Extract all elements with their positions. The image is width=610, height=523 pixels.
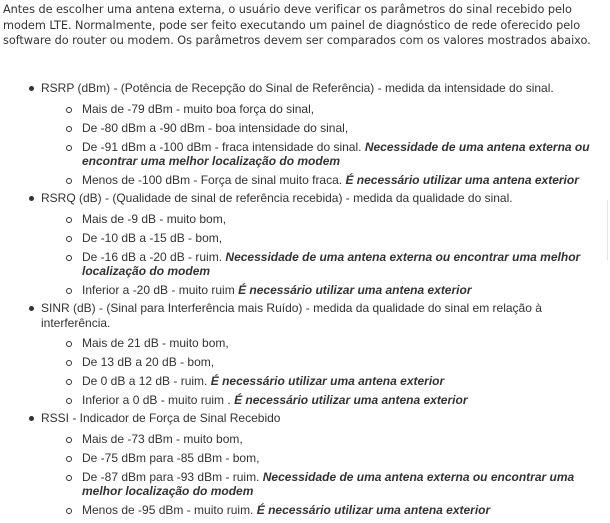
parameter-heading-text: SINR (dB) - (Sinal para Interferência mais Ruído) - medida da qualidade do sinal em relação à interferência. (41, 301, 542, 330)
recommendation-text: Necessidade de uma antena externa ou encontrar uma melhor localização do modem (82, 469, 575, 498)
parameter-heading-text: RSSI - Indicador de Força de Sinal Recebido (41, 411, 281, 425)
bullet-circle-icon (66, 126, 72, 132)
threshold-text: De -80 dBm a -90 dBm - boa intensidade do sinal, (82, 120, 349, 135)
bullet-circle-icon (66, 288, 72, 294)
parameter-heading (41, 410, 598, 430)
intro-paragraph: Antes de escolher uma antena externa, o usuário deve verificar os parâmetros do sinal recebido pelo modem LTE. Normalmente, pode ser feito executando um painel de diagnóstico de rede oferecido pelo software do router ou modem. Os parâmetros devem ser comparados com os valores mostrados abaixo. (3, 3, 591, 47)
recommendation-text: É necessário utilizar uma antena exterior (210, 374, 445, 388)
threshold-text: De -91 dBm a -100 dBm - fraca intensidade do sinal. (82, 139, 362, 154)
bullet-disc-icon (29, 306, 34, 311)
threshold-text: Mais de 21 dB - muito bom, (82, 336, 229, 350)
threshold-list (41, 100, 598, 191)
parameter-list (0, 80, 598, 520)
threshold-item (41, 334, 598, 353)
threshold-item (41, 501, 598, 520)
bullet-circle-icon (66, 437, 72, 443)
threshold-text: Inferior a 0 dB - muito ruim . (82, 393, 231, 407)
threshold-text: De -75 dBm para -85 dBm - bom, (82, 450, 260, 465)
bullet-circle-icon (66, 236, 72, 242)
threshold-text: De 0 dB a 12 dB - ruim. (82, 374, 208, 388)
parameter-item (0, 190, 598, 300)
recommendation-text: Necessidade de uma antena externa ou encontrar uma melhor localização do modem (82, 249, 581, 278)
bullet-disc-icon (29, 416, 34, 421)
parameter-heading-text: RSRP (dBm) - (Potência de Recepção do Sinal de Referência) - medida da intensidade do sinal. (41, 81, 554, 95)
bullet-disc-icon (29, 86, 34, 91)
recommendation-text: É necessário utilizar uma antena exterior (238, 283, 472, 297)
threshold-text: Mais de -9 dB - muito bom, (82, 211, 227, 226)
threshold-item (41, 281, 598, 300)
bullet-circle-icon (66, 475, 72, 481)
bullet-circle-icon (66, 217, 72, 223)
threshold-item (41, 353, 598, 372)
threshold-item (41, 372, 598, 391)
threshold-item (41, 138, 598, 172)
threshold-text: De -10 dB a -15 dB - bom, (82, 230, 223, 245)
threshold-text: De -87 dBm para -93 dBm - ruim. (82, 469, 260, 484)
threshold-item (41, 468, 598, 502)
threshold-text: Mais de -73 dBm - muito bom, (82, 431, 243, 446)
recommendation-text: É necessário utilizar uma antena exterior (256, 503, 491, 517)
threshold-item (41, 119, 598, 138)
scrollbar[interactable] (598, 0, 610, 523)
bullet-circle-icon (66, 508, 72, 514)
threshold-text: Menos de -100 dBm - Força de sinal muito fraca. (82, 173, 343, 187)
threshold-item (41, 229, 598, 248)
parameter-heading-text: RSRQ (dB) - (Qualidade de sinal de referência recebida) - medida da qualidade do sinal. (41, 191, 513, 205)
threshold-item (41, 248, 598, 282)
parameter-heading (41, 80, 598, 100)
bullet-circle-icon (66, 107, 72, 113)
threshold-list (41, 334, 598, 410)
threshold-text: De 13 dB a 20 dB - bom, (82, 355, 215, 369)
threshold-item (41, 391, 598, 410)
bullet-circle-icon (66, 178, 72, 184)
parameter-item (0, 410, 598, 520)
parameter-list-container (0, 80, 598, 520)
threshold-item (41, 210, 598, 229)
threshold-text: Menos de -95 dBm - muito ruim. (82, 503, 254, 517)
scrollbar-track (607, 200, 608, 260)
threshold-text: Inferior a -20 dB - muito ruim (82, 283, 235, 297)
recommendation-text: É necessário utilizar uma antena exterior (345, 173, 579, 187)
threshold-item (41, 449, 598, 468)
bullet-disc-icon (29, 196, 34, 201)
recommendation-text: Necessidade de uma antena externa ou encontrar uma melhor localização do modem (82, 139, 590, 168)
bullet-circle-icon (66, 379, 72, 385)
parameter-item (0, 80, 598, 190)
threshold-list (41, 430, 598, 521)
threshold-item (41, 100, 598, 119)
threshold-item (41, 171, 598, 190)
threshold-text: Mais de -79 dBm - muito boa força do sinal, (82, 101, 315, 116)
parameter-heading (41, 190, 598, 210)
parameter-item (0, 300, 598, 410)
bullet-circle-icon (66, 398, 72, 404)
bullet-circle-icon (66, 360, 72, 366)
bullet-circle-icon (66, 341, 72, 347)
bullet-circle-icon (66, 456, 72, 462)
threshold-list (41, 210, 598, 301)
recommendation-text: É necessário utilizar uma antena exterior (234, 393, 468, 407)
bullet-circle-icon (66, 145, 72, 151)
bullet-circle-icon (66, 255, 72, 261)
parameter-heading (41, 300, 598, 334)
threshold-item (41, 430, 598, 449)
threshold-text: De -16 dB a -20 dB - ruim. (82, 249, 223, 264)
